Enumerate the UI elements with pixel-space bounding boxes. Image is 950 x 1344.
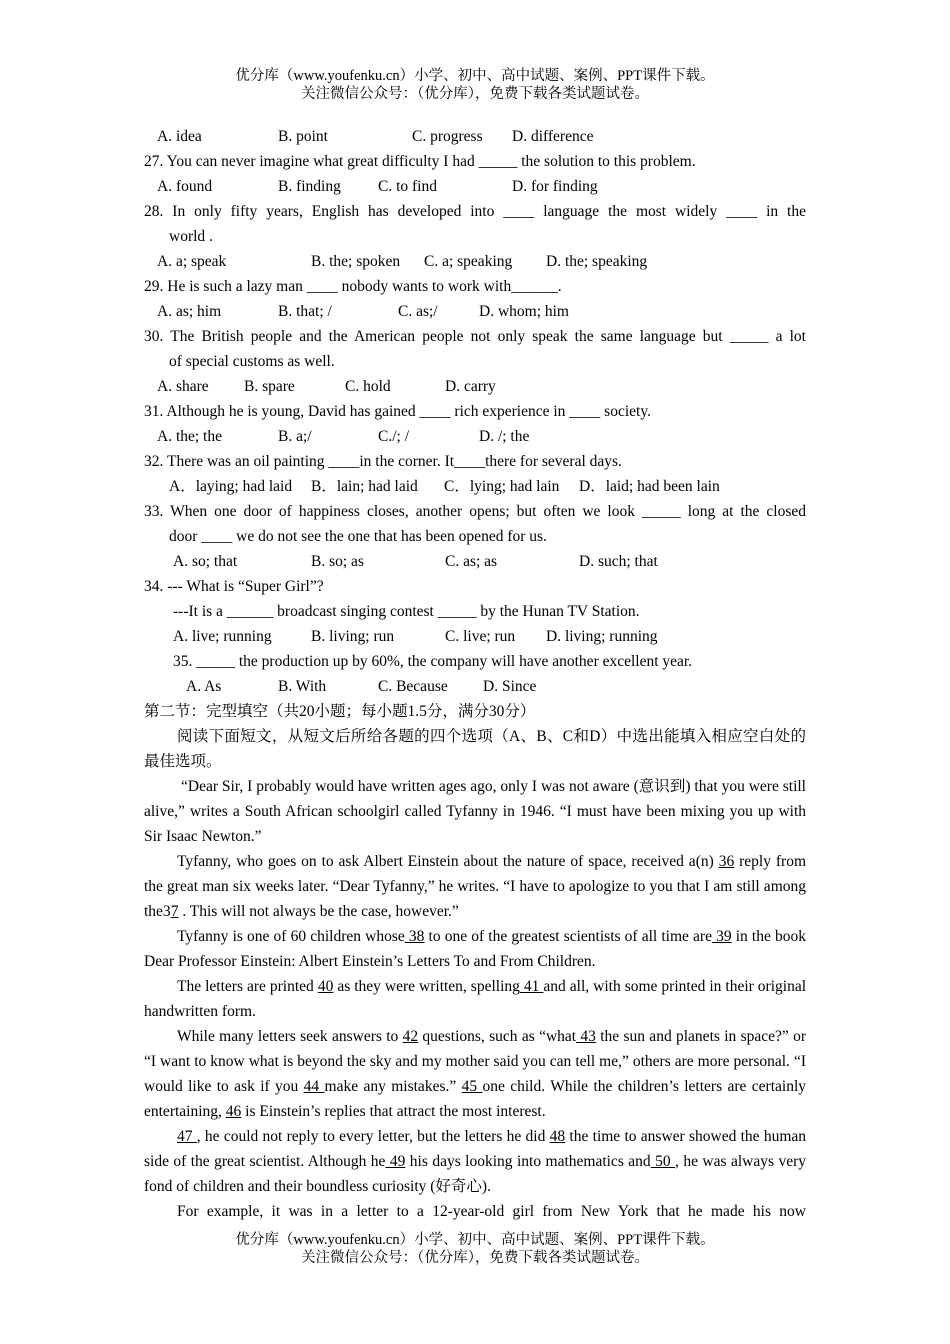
q34-stem-line1: 34. --- What is “Super Girl”? xyxy=(144,578,324,595)
q34-option-a: A. live; running xyxy=(173,628,272,645)
header-line-2: 关注微信公众号：（优分库），免费下载各类试题试卷。 xyxy=(301,86,649,102)
passage-text: as they were written, spelling xyxy=(333,978,520,995)
q28-stem-line2: world . xyxy=(169,228,213,245)
q33-option-c: C. as; as xyxy=(445,553,498,570)
blank-40: 40 xyxy=(317,978,334,995)
blank-39: 39 xyxy=(711,928,732,945)
passage-text: the time to answer showed the human side of the great scientist. Although he xyxy=(144,1128,807,1170)
passage-paragraph-4 xyxy=(144,974,806,1024)
q27-option-d: D. for finding xyxy=(512,178,598,195)
q28-option-c: C. a; speaking xyxy=(424,253,513,270)
passage-text: one child. While the children’s letters are certainly entertaining, xyxy=(144,1078,806,1120)
q32-options xyxy=(144,474,806,499)
passage-text: The letters are printed xyxy=(177,978,318,995)
passage-paragraph-6 xyxy=(144,1124,806,1199)
q27-options xyxy=(144,174,806,199)
page-header xyxy=(0,67,950,103)
passage-text: in the book Dear Professor Einstein: Albert Einstein’s Letters To and From Children. xyxy=(144,928,806,970)
blank-48: 48 xyxy=(549,1128,566,1145)
q34-option-b: B. living; run xyxy=(311,628,395,645)
blank-46: 46 xyxy=(225,1103,242,1120)
q27-option-c: C. to find xyxy=(378,178,437,195)
q34-option-d: D. living; running xyxy=(546,628,658,645)
q27-stem: 27. You can never imagine what great difficulty I had _____ the solution to this problem. xyxy=(144,153,696,170)
blank-41: 41 xyxy=(519,978,544,995)
q30-stem-line1: 30. The British people and the American people not only speak the same language but _____ a lot xyxy=(144,328,806,345)
q26-option-d: D. difference xyxy=(512,128,594,145)
q30-options xyxy=(144,374,806,399)
page-footer xyxy=(0,1231,950,1267)
q28-stem-line1: 28. In only fifty years, English has developed into ____ language the most widely ____ in the xyxy=(144,203,806,220)
passage-paragraph-5 xyxy=(144,1024,806,1124)
q33-option-d: D. such; that xyxy=(579,553,658,570)
passage-text: While many letters seek answers to xyxy=(177,1028,403,1045)
section2-instruction: 阅读下面短文，从短文后所给各题的四个选项（A、B、C和D）中选出能填入相应空白处的最佳选项。 xyxy=(144,728,806,770)
header-line-1: 优分库（www.youfenku.cn）小学、初中、高中试题、案例、PPT课件下载。 xyxy=(235,68,715,84)
q26-option-b: B. point xyxy=(278,128,328,145)
blank-50: 50 xyxy=(650,1153,676,1170)
passage-text: . This will not always be the case, however.” xyxy=(178,903,459,920)
passage-text: Tyfanny is one of 60 children whose xyxy=(177,928,405,945)
passage-text: make any mistakes.” xyxy=(324,1078,462,1095)
passage-text: to one of the greatest scientists of all time are xyxy=(424,928,712,945)
blank-45: 45 xyxy=(461,1078,483,1095)
q29-option-a: A. as; him xyxy=(157,303,222,320)
passage-text: questions, such as “what xyxy=(418,1028,577,1045)
blank-36: 36 xyxy=(718,853,735,870)
q34-options xyxy=(144,624,806,649)
blank-43: 43 xyxy=(576,1028,596,1045)
q34-option-c: C. live; run xyxy=(445,628,516,645)
q26-option-a: A. idea xyxy=(157,128,202,145)
footer-line-2: 关注微信公众号：（优分库），免费下载各类试题试卷。 xyxy=(301,1250,649,1266)
q29-stem: 29. He is such a lazy man ____ nobody wants to work with______. xyxy=(144,278,562,295)
passage-paragraph-2 xyxy=(144,849,806,924)
passage-text: is Einstein’s replies that attract the most interest. xyxy=(241,1103,546,1120)
q29-option-c: C. as;/ xyxy=(398,303,438,320)
blank-38: 38 xyxy=(404,928,425,945)
blank-47: 47 xyxy=(177,1128,197,1145)
q26-option-c: C. progress xyxy=(412,128,483,145)
q35-option-a: A. As xyxy=(186,678,222,695)
passage-paragraph-3 xyxy=(144,924,806,974)
q33-stem-line1: 33. When one door of happiness closes, another opens; but often we look _____ long at the closed xyxy=(144,503,806,520)
q32-option-c: C．lying; had lain xyxy=(444,478,560,495)
q33-option-b: B. so; as xyxy=(311,553,364,570)
q33-options xyxy=(144,549,806,574)
q26-options xyxy=(144,124,806,149)
q35-option-b: B. With xyxy=(278,678,327,695)
q31-option-b: B. a;/ xyxy=(278,428,312,445)
q30-option-a: A. share xyxy=(157,378,209,395)
passage-text: the sun and planets in space?” or “I want to know what is beyond the sky and my mother said you can tell me,” others are more personal. “I would like to ask if you xyxy=(144,1028,806,1095)
blank-37: 7 xyxy=(170,903,179,920)
q29-options xyxy=(144,299,806,324)
q27-option-b: B. finding xyxy=(278,178,341,195)
q30-stem-line2: of special customs as well. xyxy=(169,353,335,370)
passage-text: , he could not reply to every letter, but the letters he did xyxy=(196,1128,550,1145)
passage-text: Tyfanny, who goes on to ask Albert Einstein about the nature of space, received a(n) xyxy=(177,853,719,870)
passage-text: reply from the great man six weeks later. “Dear Tyfanny,” he writes. “I have to apologize to you that I am still among the3 xyxy=(144,853,807,920)
q30-option-b: B. spare xyxy=(244,378,295,395)
q31-option-a: A. the; the xyxy=(157,428,222,445)
q31-stem: 31. Although he is young, David has gained ____ rich experience in ____ society. xyxy=(144,403,651,420)
q32-option-a: A．laying; had laid xyxy=(169,478,293,495)
q29-option-b: B. that; / xyxy=(278,303,332,320)
section2-title: 第二节：完型填空（共20小题；每小题1.5分，满分30分） xyxy=(144,703,536,720)
q33-stem-line2: door ____ we do not see the one that has been opened for us. xyxy=(169,528,547,545)
q35-options xyxy=(144,674,806,699)
q32-option-b: B．lain; had laid xyxy=(311,478,418,495)
passage-paragraph-7: For example, it was in a letter to a 12-year-old girl from New York that he made his now xyxy=(177,1203,806,1220)
q33-option-a: A. so; that xyxy=(173,553,238,570)
q28-options xyxy=(144,249,806,274)
q28-option-a: A. a; speak xyxy=(157,253,227,270)
q31-option-d: D. /; the xyxy=(479,428,530,445)
q28-option-b: B. the; spoken xyxy=(311,253,401,270)
footer-line-1: 优分库（www.youfenku.cn）小学、初中、高中试题、案例、PPT课件下载。 xyxy=(235,1232,715,1248)
exam-content xyxy=(144,124,806,1224)
passage-text: his days looking into mathematics and xyxy=(405,1153,651,1170)
blank-49: 49 xyxy=(385,1153,406,1170)
q35-option-d: D. Since xyxy=(483,678,537,695)
q30-option-d: D. carry xyxy=(445,378,496,395)
blank-42: 42 xyxy=(402,1028,419,1045)
q35-stem: 35. _____ the production up by 60%, the company will have another excellent year. xyxy=(173,653,693,670)
blank-44: 44 xyxy=(303,1078,325,1095)
q34-stem-line2: ---It is a ______ broadcast singing contest _____ by the Hunan TV Station. xyxy=(173,603,640,620)
q27-option-a: A. found xyxy=(157,178,213,195)
q29-option-d: D. whom; him xyxy=(479,303,569,320)
q31-option-c: C./; / xyxy=(378,428,410,445)
q32-stem: 32. There was an oil painting ____in the corner. It____there for several days. xyxy=(144,453,622,470)
q31-options xyxy=(144,424,806,449)
q28-option-d: D. the; speaking xyxy=(546,253,648,270)
q30-option-c: C. hold xyxy=(345,378,391,395)
passage-text: , he was always very fond of children and their boundless curiosity (好奇心). xyxy=(144,1153,806,1195)
q35-option-c: C. Because xyxy=(378,678,448,695)
passage-paragraph-1: “Dear Sir, I probably would have written ages ago, only I was not aware (意识到) that you were still alive,” writes a South African schoolgirl called Tyfanny in 1946. “I must have been mixing you up with Sir Isaac Newton.” xyxy=(144,778,806,845)
passage-text: and all, with some printed in their original handwritten form. xyxy=(144,978,807,1020)
q32-option-d: D．laid; had been lain xyxy=(579,478,720,495)
